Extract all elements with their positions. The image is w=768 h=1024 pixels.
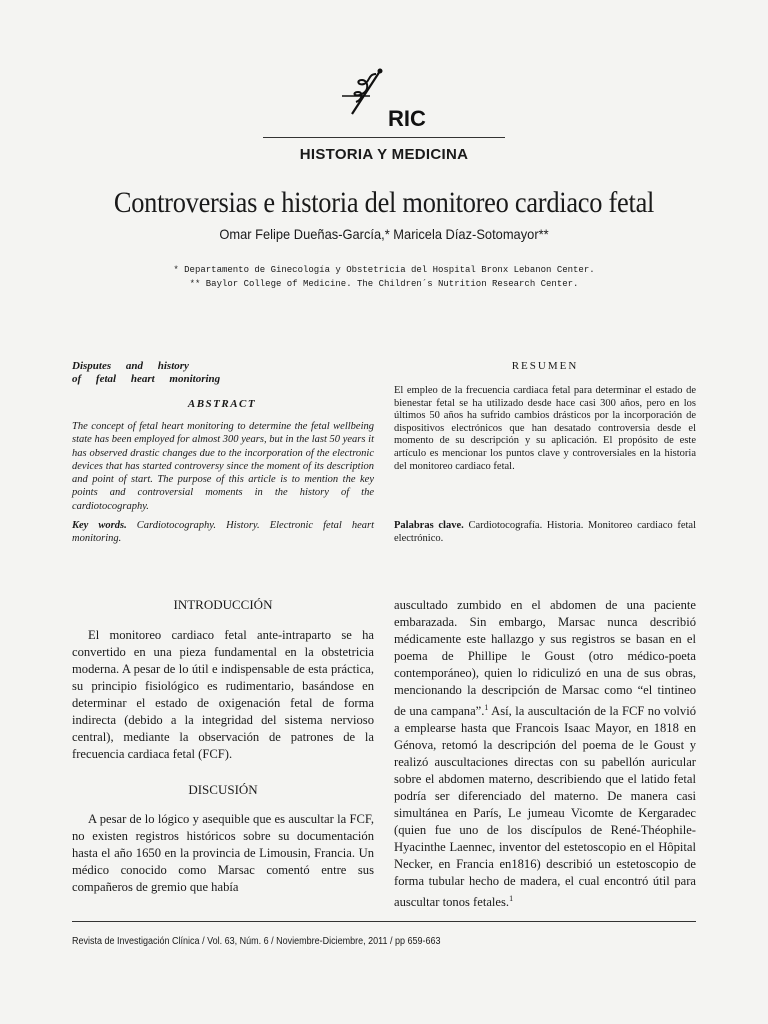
palabras-text: Cardiotocografía. Historia. Monitoreo cardiaco fetal electrónico. (394, 520, 696, 545)
english-title (72, 360, 372, 386)
reference-2: 1 (509, 894, 514, 904)
author-list: Omar Felipe Dueñas-García,* Maricela Díaz-Sotomayor** (219, 226, 549, 242)
column-2-text-b: Así, la auscultación de la FCF no volvió a emplearse hasta que Francois Isaac Mayor, en 1818 en Génova, retomó la descripción del poema de le Goust y realizó auscultaciones directas con su pabellón auricular sobre el abdomen materno, describiendo que el latido fetal podría ser diferenciado del materno. De manera casi simultánea en París, Le jumeau Vicomte de Kergaradec (quien fue uno de los discípulos de René-Théophile-Hyacinthe Laennec, inventor del estetoscopio en el Hôpital Necker, en Francia en1816) describió un estetoscopio de forma tubular hecho de madera, el cual encontró útil para auscultar tonos fetales. (394, 704, 696, 910)
discusion-text: A pesar de lo lógico y asequible que es auscultar la FCF, no existen registros históricos sobre su documentación hasta el año 1650 en la provincia de Limousin, Francia. Un médico conocido como Marsac comentó entre sus compañeros de gremio que había (72, 812, 374, 894)
article-title: Controversias e historia del monitoreo cardiaco fetal (113, 186, 655, 219)
discusion-heading: DISCUSIÓN (188, 782, 258, 797)
affiliation-2: ** Baylor College of Medicine. The Children´s Nutrition Research Center. (189, 279, 579, 289)
abstract-keywords (72, 519, 374, 546)
resumen-keywords (394, 519, 696, 546)
resumen-heading: RESUMEN (511, 360, 579, 372)
logo-text: RIC (388, 106, 426, 131)
keywords-text: Cardiotocography. History. Electronic fetal heart monitoring. (72, 520, 375, 545)
header-rule (263, 137, 505, 138)
reference-1: 1 (484, 703, 489, 712)
column-2-text-a: auscultado zumbido en el abdomen de una paciente embarazada. Sin embargo, Marsac nunca describió médicamente este hallazgo y sus registros se basan en el poema de Phillipe le Goust (otro médico-poeta contemporáneo), quien lo ridiculizó en una de sus obras, mencionando la descripción de Marsac como “el tintineo de una campana”. (394, 598, 696, 719)
intro-heading: INTRODUCCIÓN (173, 597, 273, 612)
column-2-text (394, 597, 696, 911)
section-heading: HISTORIA Y MEDICINA (299, 146, 469, 163)
palabras-label: Palabras clave. (394, 520, 464, 531)
page-footer: Revista de Investigación Clínica / Vol. 63, Núm. 6 / Noviembre-Diciembre, 2011 / pp 659-663 (72, 936, 441, 947)
affiliations (0, 263, 768, 291)
resumen-text: El empleo de la frecuencia cardiaca fetal para determinar el estado de bienestar fetal se ha utilizado desde hace casi 300 años, pero en los últimos 50 años ha sufrido cambios drásticos por la incorporación de dispositivos electrónicos que han desatado controversia desde el momento de su descripción y su aplicación. El propósito de este artículo es mencionar los puntos clave y controversiales en la historia del monitoreo cardiaco fetal. (394, 385, 696, 472)
affiliation-1: * Departamento de Ginecología y Obstetricia del Hospital Bronx Lebanon Center. (173, 265, 595, 275)
abstract-heading: ABSTRACT (187, 398, 257, 410)
footer-rule (72, 921, 696, 922)
english-title-line-2: of fetal heart monitoring (72, 373, 221, 385)
journal-logo (340, 66, 440, 131)
english-title-line-1: Disputes and history (72, 360, 189, 372)
intro-text: El monitoreo cardiaco fetal ante-intraparto se ha convertido en una pieza fundamental en la obstetricia moderna. A pesar de lo útil e indispensable de esta práctica, su principio fisiológico es rudimentario, basándose en determinar el estado de oxigenación fetal de forma indirecta (debido a la integridad del sistema nervioso central), mediante la observación de patrones de la frecuencia cardiaca fetal (FCF). (72, 628, 374, 761)
keywords-label: Key words. (72, 520, 127, 531)
abstract-text: The concept of fetal heart monitoring to determine the fetal wellbeing state has been employed for almost 300 years, but in the last 50 years it has observed drastic changes due to the incorporation of the electronic devices that has started controversy since the moment of its description and point of start. The purpose of this article is to mention the key points and controversial moments in the history of the cardiotocography. (72, 421, 374, 512)
